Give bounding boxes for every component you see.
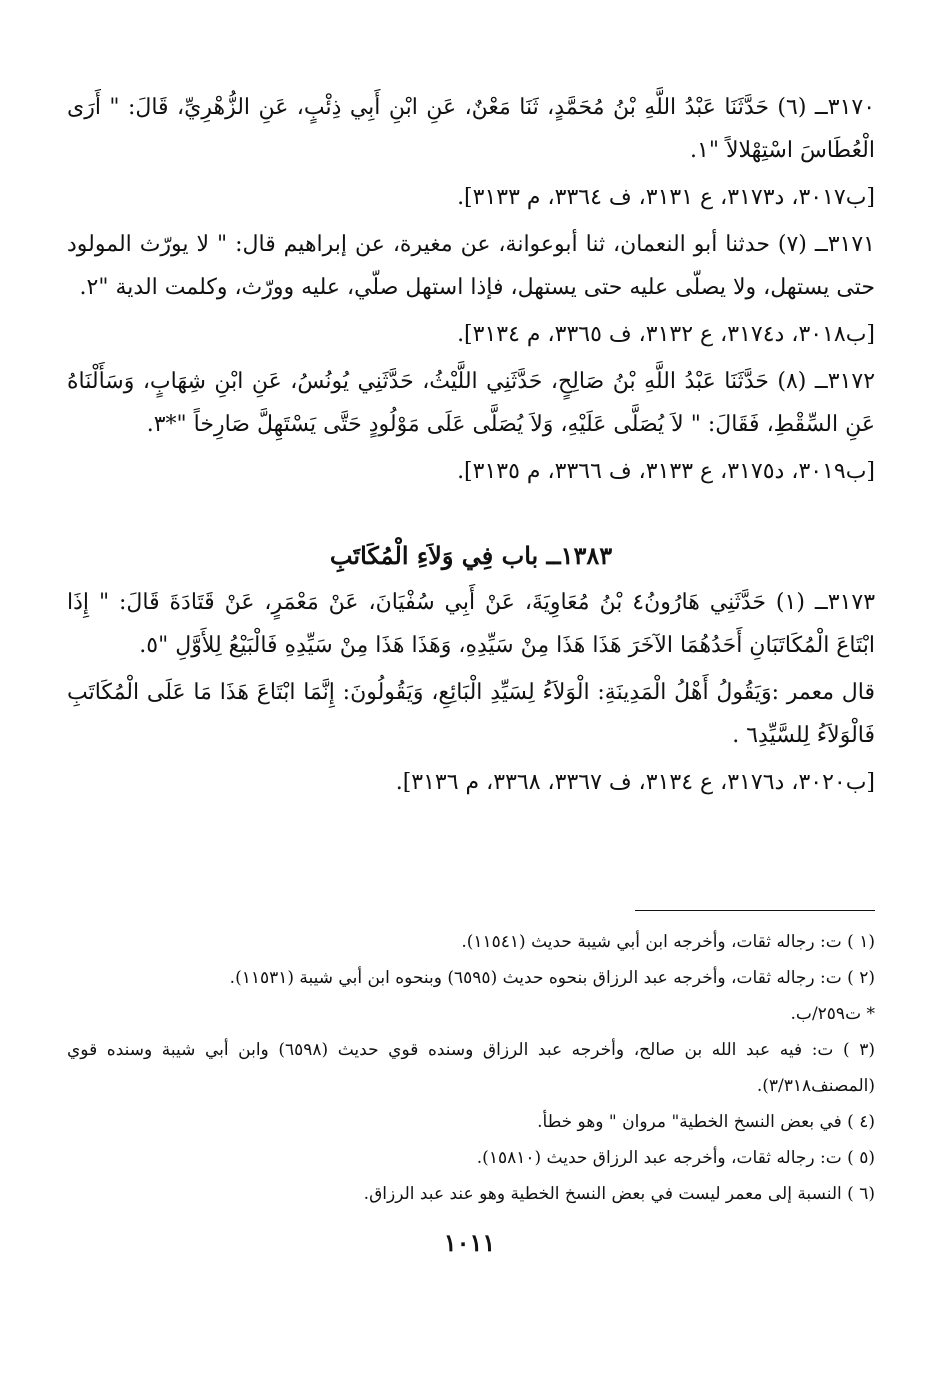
footnote-3: (٣ ) ت: فيه عبد الله بن صالح، وأخرجه عبد الرزاق وسنده قوي حديث (٦٥٩٨) وابن أبي شيبة وسنده قوي (المصنف٣/٣١٨). <box>67 1040 875 1096</box>
footnote-4: (٤ ) في بعض النسخ الخطية" مروان " وهو خطأ. <box>537 1112 875 1132</box>
footnote-6: (٦ ) النسبة إلى معمر ليست في بعض النسخ الخطية وهو عند عبد الرزاق. <box>363 1184 875 1204</box>
hadith-3173: ٣١٧٣ــ (١) حَدَّثَنِي هَارُونُ٤ بْنُ مُعَاوِيَةَ، عَنْ أَبِي سُفْيَانَ، عَنْ مَعْمَرٍ، عَنْ قَتَادَةَ قَالَ: " إِذَا ابْتَاعَ الْمُكَاتَبَانِ أَحَدُهُمَا الآخَرَ هَذَا هَذَا مِنْ سَيِّدِهِ، وَهَذَا هَذَا مِنْ سَيِّدِهِ فَالْبَيْعُ لِلأَوَّلِ "٥. <box>67 590 876 658</box>
footnote-2: (٢ ) ت: رجاله ثقات، وأخرجه عبد الرزاق بنحوه حديث (٦٥٩٥) وبنحوه ابن أبي شيبة (١١٥٣١). <box>229 968 875 988</box>
footnote-5: (٥ ) ت: رجاله ثقات، وأخرجه عبد الرزاق حديث (١٥٨١٠). <box>476 1148 875 1168</box>
footnotes <box>67 924 875 1212</box>
page-number: ١٠١١ <box>443 1228 496 1257</box>
hadith-3173-note: قال معمر :وَيَقُولُ أَهْلُ الْمَدِينَةِ: الْوَلاَءُ لِسَيِّدِ الْبَائِعِ، وَيَقُولُونَ: إِنَّمَا ابْتَاعَ هَذَا مَا عَلَى الْمُكَاتَبِ فَالْوَلاَءُ لِلسَّيِّدِ٦ . <box>67 680 875 748</box>
reference-3171: [ب٣٠١٨، د٣١٧٤، ع ٣١٣٢، ف ٣٣٦٥، م ٣١٣٤]. <box>457 322 875 347</box>
footnote-1: (١ ) ت: رجاله ثقات، وأخرجه ابن أبي شيبة حديث (١١٥٤١). <box>461 932 875 952</box>
hadith-3172: ٣١٧٢ــ (٨) حَدَّثَنَا عَبْدُ اللَّهِ بْنُ صَالِحٍ، حَدَّثَنِي اللَّيْثُ، حَدَّثَنِي يُونُسُ، عَنِ ابْنِ شِهَابٍ، وَسَأَلْنَاهُ عَنِ السِّقْطِ، فَقَالَ: " لاَ يُصَلَّى عَلَيْهِ، وَلاَ يُصَلَّى عَلَى مَوْلُودٍ حَتَّى يَسْتَهِلَّ صَارِخاً "*٣. <box>67 369 876 437</box>
chapter-heading: ١٣٨٣ــ باب فِي وَلاَءِ الْمُكَاتَبِ <box>329 541 613 570</box>
reference-3172: [ب٣٠١٩، د٣١٧٥، ع ٣١٣٣، ف ٣٣٦٦، م ٣١٣٥]. <box>457 459 875 484</box>
main-text <box>67 86 875 808</box>
folio-marker: * ت٢٥٩/ب. <box>790 1004 875 1024</box>
reference-3170: [ب٣٠١٧، د٣١٧٣، ع ٣١٣١، ف ٣٣٦٤، م ٣١٣٣]. <box>457 185 875 210</box>
footnote-divider <box>635 910 875 911</box>
reference-3173: [ب٣٠٢٠، د٣١٧٦، ع ٣١٣٤، ف ٣٣٦٧، ٣٣٦٨، م ٣١٣٦]. <box>395 770 875 795</box>
hadith-3171: ٣١٧١ــ (٧) حدثنا أبو النعمان، ثنا أبوعوانة، عن مغيرة، عن إبراهيم قال: " لا يورّث المولود حتى يستهل، ولا يصلّى عليه حتى يستهل، فإذا استهل صلّي، عليه وورّث، وكلمت الدية "٢. <box>67 232 875 300</box>
section-gap <box>67 497 875 533</box>
hadith-3170: ٣١٧٠ــ (٦) حَدَّثَنَا عَبْدُ اللَّهِ بْنُ مُحَمَّدٍ، ثَنَا مَعْنٌ، عَنِ ابْنِ أَبِي ذِئْبٍ، عَنِ الزُّهْرِيِّ، قَالَ: " أَرَى الْعُطَاسَ اسْتِهْلالاً "١. <box>67 95 876 163</box>
